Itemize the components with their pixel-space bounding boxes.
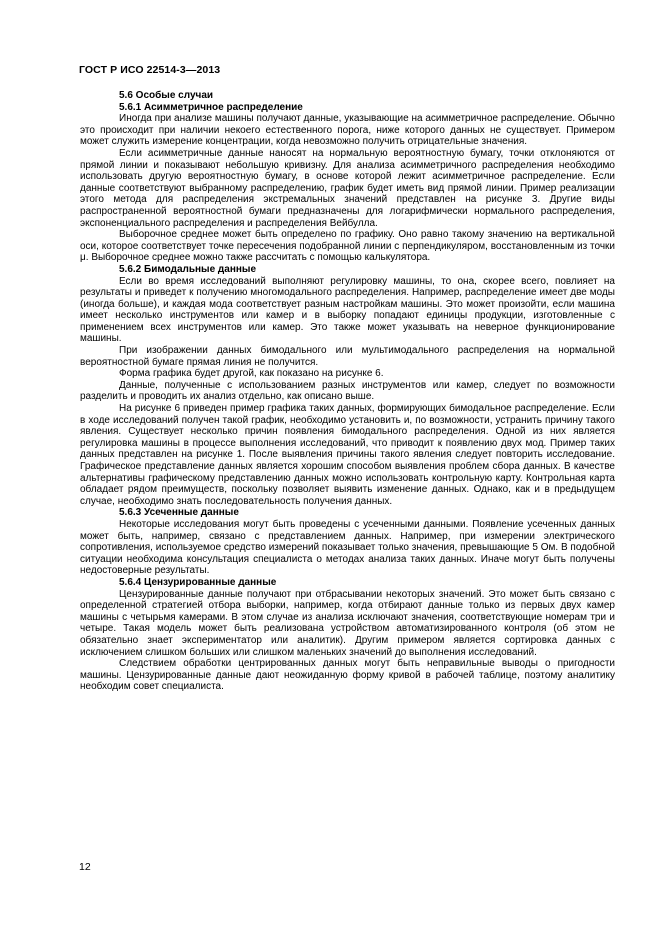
paragraph: Иногда при анализе машины получают данные, указывающие на асимметричное распределение. Обычно это происходит при наличии некоего естественного порога, ниже которого данных не существует. Примером может служить измерение концентрации, когда невозможно получить отрицательные значения. bbox=[80, 113, 615, 148]
paragraph: Данные, полученные с использованием разных инструментов или камер, следует по возможности разделить и проводить их анализ отдельно, как описано выше. bbox=[80, 379, 615, 403]
paragraph: Если во время исследований выполняют регулировку машины, то она, скорее всего, повлияет на результаты и приведет к получению многомодального распределения. Например, распределение имеет две моды (иногда больше), и каждая мода соответствует разным настройкам машины. Это может произойти, если машина имеет несколько инструментов или камер и в выборку попадают единицы продукции, изготовленные с применением всех инструментов или камер. Это также может указывать на неверное функционирование машины. bbox=[80, 275, 615, 345]
document-header: ГОСТ Р ИСО 22514-3—2013 bbox=[79, 64, 221, 76]
paragraph: Следствием обработки центрированных данных могут быть неправильные выводы о пригодности машины. Цензурированные данные дают неожиданную форму кривой в рабочей таблице, поэтому аналитику необходим совет специалиста. bbox=[80, 658, 615, 693]
paragraph: Форма графика будет другой, как показано на рисунке 6. bbox=[119, 368, 384, 380]
paragraph: Некоторые исследования могут быть проведены с усеченными данными. Появление усеченных данных может быть, например, связано с представлением данных. Например, при измерении электрического сопротивления, используемое средство измерений показывает только значения, превышающие 5 Ом. В подобной ситуации необходима консультация специалиста о методах анализа таких данных. Иначе могут быть получены недостоверные результаты. bbox=[80, 518, 615, 577]
paragraph: Выборочное среднее может быть определено по графику. Оно равно такому значению на вертикальной оси, которое соответствует точке пересечения подобранной линии с перпендикуляром, восстановленным из точки μ. Выборочное среднее можно также рассчитать с помощью калькулятора. bbox=[80, 229, 615, 264]
section-heading-5-6-1: 5.6.1 Асимметричное распределение bbox=[119, 101, 303, 113]
paragraph: При изображении данных бимодального или мультимодального распределения на нормальной вероятностной бумаге прямая линия не получится. bbox=[80, 345, 615, 368]
page-number: 12 bbox=[79, 861, 91, 873]
paragraph: На рисунке 6 приведен пример графика таких данных, формирующих бимодальное распределение. Если в ходе исследований получен такой график, необходимо установить и, по возможности, устранить причину такого явления. Существует несколько причин появления бимодального распределения. Одной из них является регулировка машины в процессе выполнения исследований, что приводит к появлению двух мод. Пример таких данных представлен на рисунке 1. После выявления причины такого явления следует повторить исследование. Графическое представление данных является хорошим способом выявления проблем сбора данных. В качестве альтернативы графическому представлению данных можно использовать контрольную карту. Контрольная карта обладает рядом преимуществ, поскольку позволяет выявить изменение данных. Однако, как и в предыдущем случае, необходимо знать последовательность получения данных. bbox=[80, 403, 615, 507]
section-heading-5-6: 5.6 Особые случаи bbox=[119, 90, 214, 101]
document-body bbox=[80, 90, 615, 693]
section-heading-5-6-4: 5.6.4 Цензурированные данные bbox=[119, 576, 277, 588]
paragraph: Если асимметричные данные наносят на нормальную вероятностную бумагу, точки отклоняются от прямой линии и показывают небольшую кривизну. Для анализа асимметричного распределения необходимо использовать другую вероятностную бумагу, в основе которой лежит асимметричное распределение. Если данные соответствуют выбранному распределению, график будет иметь вид прямой линии. Пример реализации этого метода для распределения экстремальных значений представлен на рисунке 3. Другие виды распространенной вероятностной бумаги предназначены для логарифмически нормального распределения, экспоненциального распределения и распределения Вейбулла. bbox=[80, 147, 615, 229]
section-heading-5-6-2: 5.6.2 Бимодальные данные bbox=[119, 263, 257, 275]
paragraph: Цензурированные данные получают при отбрасывании некоторых значений. Это может быть связано с определенной стратегией отбора выборки, например, когда отбирают данные только из первых двух камер машины с четырьмя камерами. В этом случае из анализа исключают значения, соответствующие номерам три и четыре. Такая модель может быть реализована устройством автоматизированного контроля (об этом не обязательно знает экспериментатор или аналитик). Другим примером является сортировка данных с исключением слишком больших или слишком маленьких значений до выполнения исследований. bbox=[80, 588, 615, 658]
section-heading-5-6-3: 5.6.3 Усеченные данные bbox=[119, 507, 239, 519]
